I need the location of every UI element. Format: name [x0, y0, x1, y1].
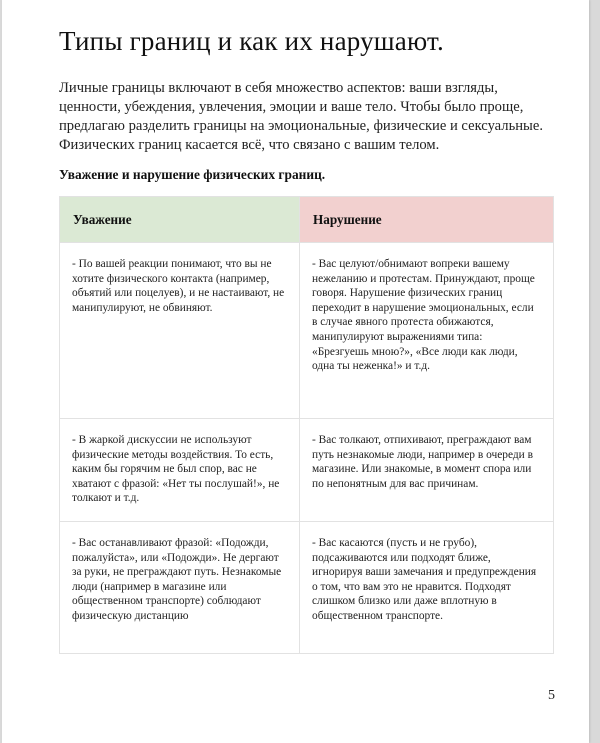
violation-cell: - Вас толкают, отпихивают, преграждают вам путь незнакомые люди, например в очереди в магазине. Или знакомые, в момент спора или по непонятным для вас причинам. [300, 419, 554, 522]
page-number: 5 [548, 688, 555, 703]
page-title: Типы границ и как их нарушают. [59, 26, 444, 56]
intro-paragraph: Личные границы включают в себя множество аспектов: ваши взгляды, ценности, убеждения, увлечения, эмоции и ваше тело. Чтобы было проще, предлагаю разделить границы на эмоциональные, физические и сексуальные. Физических границ касается всё, что связано с вашим телом. [59, 80, 543, 153]
violation-cell: - Вас целуют/обнимают вопреки вашему нежеланию и протестам. Принуждают, проще говоря. Нарушение физических границ переходит в нарушение эмоциональных, если в случае явного протеста обижаются, манипулируют выражениями типа: «Брезгуешь мною?», «Все люди как люди, одна ты неженка!» и т.д. [300, 243, 554, 419]
table-header-row [60, 197, 554, 243]
boundaries-table [59, 196, 554, 654]
section-subheading: Уважение и нарушение физических границ. [59, 167, 326, 182]
respect-cell: - Вас останавливают фразой: «Подожди, пожалуйста», или «Подожди». Не дергают за руки, не преграждают путь. Незнакомые люди (например в магазине или общественном транспорте) соблюдают физическую дистанцию [60, 522, 300, 654]
violation-cell: - Вас касаются (пусть и не грубо), подсаживаются или подходят ближе, игнорируя ваши замечания и предупреждения о том, что вам это не нравится. Подходят слишком близко или даже вплотную в общественном транспорте. [300, 522, 554, 654]
table-row [60, 243, 554, 419]
header-violation: Нарушение [300, 197, 554, 243]
table-row [60, 419, 554, 522]
document-page [2, 0, 589, 743]
header-respect: Уважение [60, 197, 300, 243]
respect-cell: - В жаркой дискуссии не используют физические методы воздействия. То есть, каким бы горячим не был спор, вас не хватают с фразой: «Нет ты послушай!», не толкают и т.д. [60, 419, 300, 522]
table-row [60, 522, 554, 654]
respect-cell: - По вашей реакции понимают, что вы не хотите физического контакта (например, объятий или поцелуев), и не настаивают, не манипулируют, не обвиняют. [60, 243, 300, 419]
